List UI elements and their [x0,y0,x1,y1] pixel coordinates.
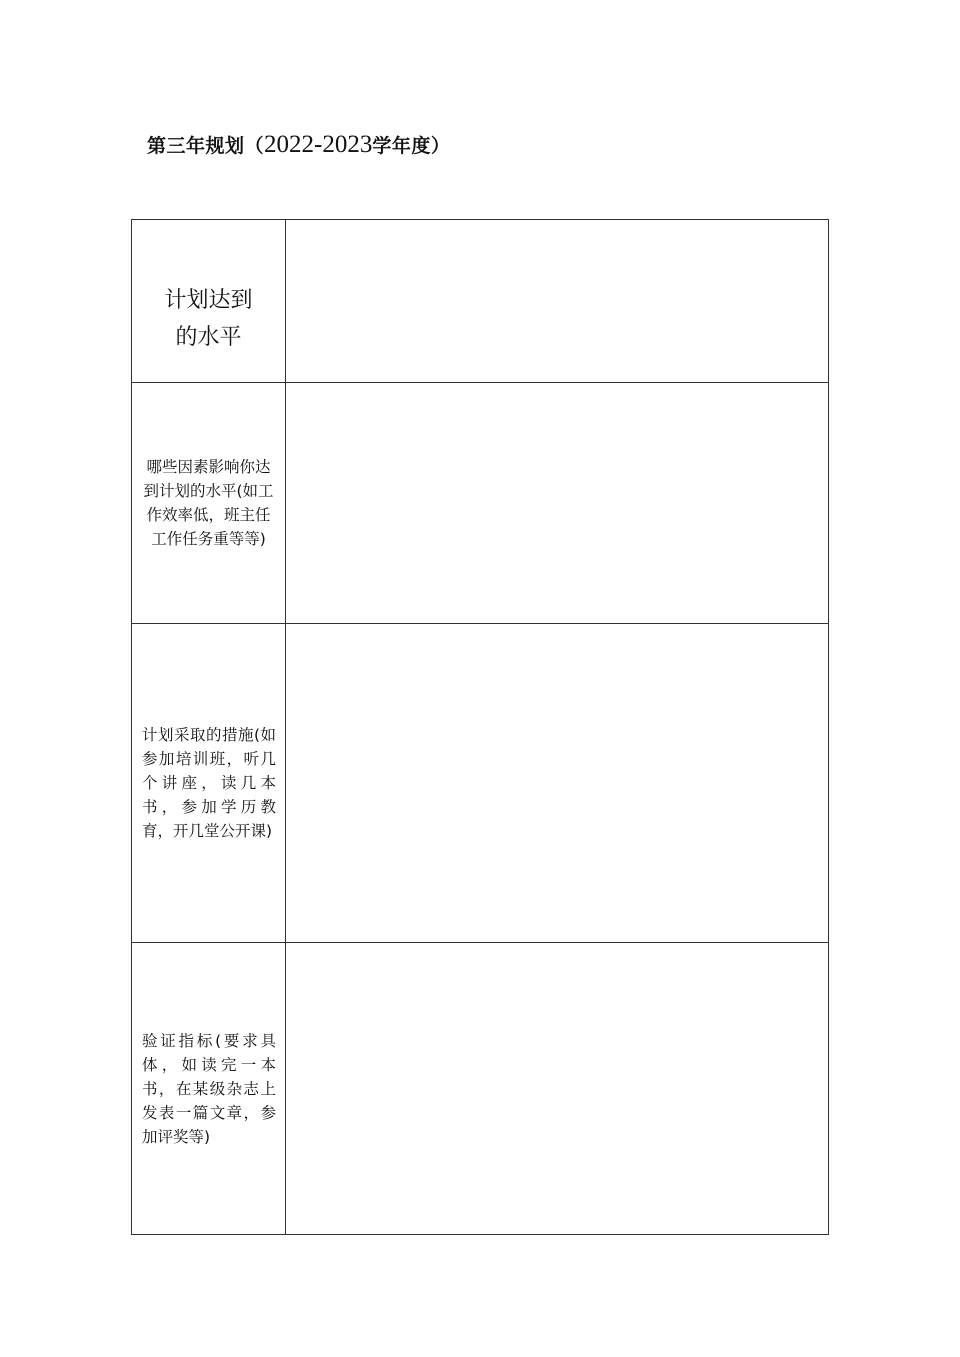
target-level-label-line-2: 的水平 [175,325,242,350]
table-row-verification-indicators [132,943,829,1235]
planned-measures-label: 计划采取的措施(如参加培训班，听几个讲座，读几本书，参加学历教育，开几堂公开课) [132,624,286,943]
title-suffix: 学年度） [372,135,451,157]
influencing-factors-entry[interactable] [286,383,829,624]
target-level-label-line-1: 计划达到 [164,288,253,313]
page-title [147,128,450,162]
target-level-entry[interactable] [286,220,829,383]
target-level-label [132,220,286,383]
verification-indicators-entry[interactable] [286,943,829,1235]
verification-indicators-label: 验证指标(要求具体，如读完一本书，在某级杂志上发表一篇文章，参加评奖等) [132,943,286,1235]
table-row-planned-measures [132,624,829,943]
table-row-target-level [132,220,829,383]
table-row-influencing-factors [132,383,829,624]
plan-table [131,219,829,1235]
influencing-factors-label: 哪些因素影响你达到计划的水平(如工作效率低，班主任工作任务重等等) [132,383,286,624]
planned-measures-entry[interactable] [286,624,829,943]
title-prefix: 第三年规划（ [147,135,265,157]
title-year: 2022-2023 [264,131,373,158]
